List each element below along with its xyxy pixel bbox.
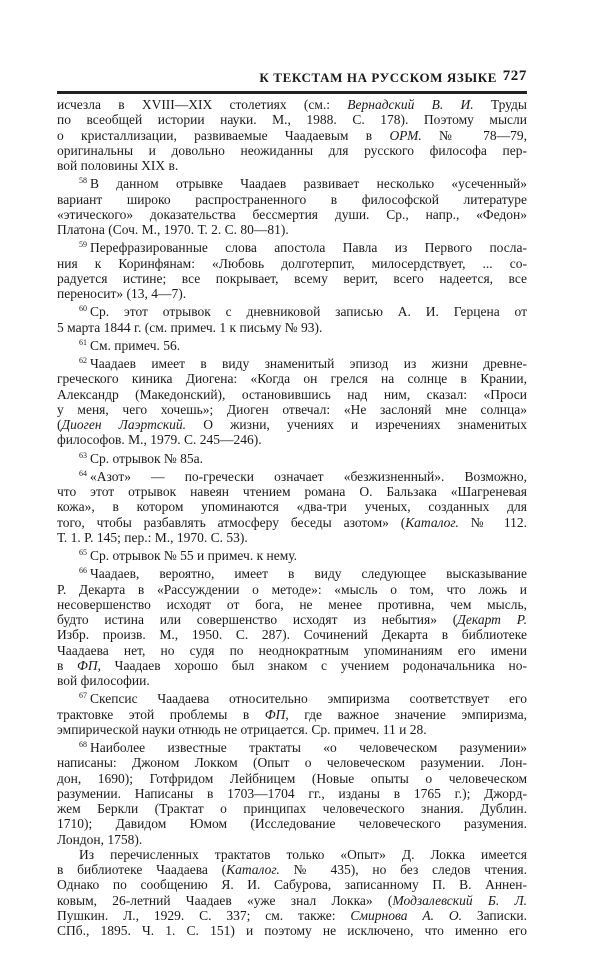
text-segment: Платона (Соч. М., 1970. Т. 2. С. 80—81). xyxy=(57,222,289,237)
text-line xyxy=(57,737,527,755)
text-segment: вой философии. xyxy=(57,673,150,688)
text-segment: Однако по сообщению Я. И. Сабурова, записанному П. В. Аннен- xyxy=(57,877,527,893)
text-line xyxy=(57,786,527,801)
footnote-63 xyxy=(57,448,527,466)
italic-reference: Каталог. xyxy=(226,862,280,877)
text-segment: что этот отрывок навеян чтением романа О. Бальзака «Шагреневая xyxy=(57,484,527,499)
italic-reference: ОРМ. xyxy=(389,127,422,143)
text-line xyxy=(57,545,527,563)
text-line xyxy=(57,771,527,786)
footnote-60 xyxy=(57,301,527,335)
text-line xyxy=(57,173,527,191)
text-line xyxy=(57,112,527,127)
text-line xyxy=(57,816,527,831)
footnote-number: 66 xyxy=(79,566,87,576)
text-segment: у меня, чего хочешь»; Диоген отвечал: «Не заслоняй мне солнца» xyxy=(57,401,527,417)
text-segment: Из перечисленных трактатов только «Опыт» Д. Локка имеется xyxy=(79,846,527,862)
text-segment: о кристаллизации, развиваемые Чаадаевым в xyxy=(57,127,390,143)
text-segment: Наиболее известные трактаты «о человеческом разумении» xyxy=(90,740,527,755)
text-segment: Чаадаев, вероятно, имеет в виду следующее высказывание xyxy=(90,566,527,582)
text-line xyxy=(57,237,527,255)
text-line xyxy=(57,707,527,722)
text-segment: того, чтобы разбавлять атмосферу беседы азотом» ( xyxy=(57,514,406,530)
header-rule xyxy=(57,91,527,94)
text-line xyxy=(57,877,527,892)
text-line xyxy=(57,673,527,688)
text-segment: Т. 1. P. 145; пер.: М., 1970. С. 53). xyxy=(57,529,248,545)
text-segment: эмпирической науки отнюдь не отрицается. Ср. примеч. 11 и 28. xyxy=(57,721,427,737)
text-line xyxy=(57,192,527,207)
footnote-58 xyxy=(57,173,527,237)
text-segment: кожа», в котором упоминаются «два-три ученых, созданных для xyxy=(57,499,527,515)
text-segment: Избр. произв. М., 1950. С. 287). Сочинений Декарта в библиотеке xyxy=(57,627,527,643)
italic-reference: ФП xyxy=(77,657,98,673)
text-segment: Лондон, 1758). xyxy=(57,831,143,847)
footnote-61 xyxy=(57,335,527,353)
text-segment: вой половины XIX в. xyxy=(57,158,179,173)
text-segment: Ср. отрывок № 55 и примеч. к нему. xyxy=(90,548,298,563)
text-segment: Пушкин. Л., 1929. С. 337; см. также: xyxy=(57,907,351,923)
text-segment: Труды xyxy=(473,97,527,112)
text-segment: ковым, 26-летний Чаадаев «уже знал Локка» ( xyxy=(57,892,393,908)
text-segment: переносит» (13, 4—7). xyxy=(57,286,187,301)
text-line xyxy=(57,847,527,862)
text-segment: № 435), но без следов чтения. xyxy=(279,862,528,877)
text-segment: вариант широко распространенного в философской литературе xyxy=(57,191,527,207)
text-segment: трактовке этой проблемы в xyxy=(57,706,265,722)
text-line xyxy=(57,484,527,499)
text-line xyxy=(57,128,527,143)
text-segment: «Азот» — по-гречески означает «безжизненный». Возможно, xyxy=(90,468,527,484)
text-line xyxy=(57,335,527,353)
text-line xyxy=(57,862,527,877)
text-line xyxy=(57,832,527,847)
italic-reference: Модзалевский Б. Л. xyxy=(392,892,527,908)
text-segment: В данном отрывке Чаадаев развивает несколько «усеченный» xyxy=(90,176,527,192)
text-line xyxy=(57,271,527,286)
text-line xyxy=(57,402,527,417)
footnote-number: 58 xyxy=(79,176,87,186)
footnote-number: 64 xyxy=(79,468,87,478)
text-line xyxy=(57,582,527,597)
text-segment: Чаадаев имеет в виду знаменитый эпизод из жизни древне- xyxy=(90,356,527,371)
text-segment: Перефразированные слова апостола Павла из Первого посла- xyxy=(90,240,527,256)
italic-reference: Каталог. xyxy=(405,514,459,530)
text-line xyxy=(57,417,527,432)
italic-reference: ФП xyxy=(264,706,286,722)
text-line xyxy=(57,301,527,319)
text-line xyxy=(57,143,527,158)
text-line xyxy=(57,893,527,908)
text-segment: 1710); Давидом Юмом (Исследование человеческого разумения. xyxy=(57,816,527,832)
text-line xyxy=(57,432,527,447)
text-line xyxy=(57,97,527,112)
text-segment: исчезла в XVIII—XIX столетиях (см.: xyxy=(57,97,348,112)
text-line xyxy=(57,353,527,371)
text-segment: оригинальны и довольно неожиданны для русского философа пер- xyxy=(57,142,527,158)
italic-reference: Смирнова А. О. xyxy=(350,907,462,923)
paragraph xyxy=(57,847,527,939)
footnote-62 xyxy=(57,353,527,448)
text-line xyxy=(57,688,527,706)
text-segment: в xyxy=(57,657,78,673)
text-segment: будто истина или совершенство исходят из небытия» ( xyxy=(57,612,458,627)
text-line xyxy=(57,286,527,301)
text-line xyxy=(57,320,527,335)
text-segment: разумении. Написаны в 1703—1704 гг., изданы в 1765 г.); Джорд- xyxy=(57,785,527,801)
text-line xyxy=(57,448,527,466)
text-line xyxy=(57,755,527,770)
text-segment: Ср. отрывок № 85а. xyxy=(90,450,204,466)
italic-reference: Декарт Р. xyxy=(457,612,527,627)
footnote-number: 68 xyxy=(79,740,87,749)
text-line xyxy=(57,563,527,581)
italic-reference: Диоген Лаэртский. xyxy=(61,417,187,432)
text-segment: в библиотеке Чаадаева ( xyxy=(57,862,227,877)
footnote-number: 60 xyxy=(79,304,87,314)
notes-body xyxy=(57,97,527,938)
text-segment: СПб., 1895. Ч. 1. С. 151) и поэтому не исключено, что именно его xyxy=(57,923,527,938)
footnote-68 xyxy=(57,737,527,847)
text-segment: № 112. xyxy=(458,514,527,530)
running-header xyxy=(57,68,527,88)
paragraph xyxy=(57,97,527,173)
text-line xyxy=(57,515,527,530)
text-line xyxy=(57,923,527,938)
text-segment: , Чаадаев хорошо был знаком с учением родоначальника но- xyxy=(97,657,527,673)
italic-reference: Вернадский В. И. xyxy=(347,97,474,112)
text-segment: дон, 1690); Готфридом Лейбницем (Новые опыты о человеческом xyxy=(57,770,527,786)
text-segment: Александр (Македонский), остановившись над ним, сказал: «Проси xyxy=(57,386,527,402)
text-segment: греческого киника Диогена: «Когда он грелся на солнце в Крании, xyxy=(57,371,527,387)
text-segment: 5 марта 1844 г. (см. примеч. 1 к письму № 93). xyxy=(57,319,323,335)
text-segment: радуется истине; все покрывает, всему верит, всего надеется, все xyxy=(57,270,527,286)
text-segment: Р. Декарта в «Рассуждении о методе»: «мысль о том, что ложь и xyxy=(57,581,527,597)
text-segment: ния к Коринфянам: «Любовь долготерпит, милосердствует, ... со- xyxy=(57,255,527,271)
footnote-67 xyxy=(57,688,527,737)
footnote-number: 65 xyxy=(79,548,87,557)
text-segment: «этического» доказательства бессмертия души. Ср., напр., «Федон» xyxy=(57,206,527,222)
text-line xyxy=(57,466,527,484)
text-segment: философов. М., 1979. С. 245—246). xyxy=(57,432,262,448)
text-segment: ( xyxy=(57,417,62,432)
footnote-number: 62 xyxy=(79,356,87,365)
text-line xyxy=(57,801,527,816)
footnote-64 xyxy=(57,466,527,545)
text-line xyxy=(57,530,527,545)
text-line xyxy=(57,158,527,173)
text-line xyxy=(57,371,527,386)
text-line xyxy=(57,643,527,658)
page-number: 727 xyxy=(502,68,527,84)
text-segment: , где важное значение эмпиризма, xyxy=(285,706,527,722)
text-segment: См. примеч. 56. xyxy=(90,337,181,353)
footnote-number: 63 xyxy=(79,450,87,460)
running-header-title: К ТЕКСТАМ НА РУССКОМ ЯЗЫКЕ xyxy=(259,70,497,85)
text-line xyxy=(57,612,527,627)
text-line xyxy=(57,256,527,271)
text-segment: по всеобщей истории науки. М., 1988. С. 178). Поэтому мысли xyxy=(57,112,527,128)
text-segment: Ср. этот отрывок с дневниковой записью А. И. Герцена от xyxy=(90,304,527,320)
text-line xyxy=(57,387,527,402)
footnote-number: 61 xyxy=(79,337,87,347)
text-line xyxy=(57,597,527,612)
text-segment: Чаадаева нет, но судя по неоднократным упоминаниям его имени xyxy=(57,642,527,658)
text-line xyxy=(57,222,527,237)
text-segment: О жизни, учениях и изречениях знаменитых xyxy=(186,417,527,432)
text-segment: № 78—79, xyxy=(421,127,527,143)
text-segment: несовершенство исходят от бога, не менее противна, чем мысль, xyxy=(57,596,527,612)
text-segment: жем Беркли (Трактат о принципах человеческого знания. Дублин. xyxy=(57,801,527,816)
footnote-number: 67 xyxy=(79,691,87,701)
footnote-65 xyxy=(57,545,527,563)
text-line xyxy=(57,627,527,642)
text-line xyxy=(57,499,527,514)
text-segment: написаны: Джоном Локком (Опыт о человеческом разумении. Лон- xyxy=(57,755,527,771)
text-line xyxy=(57,908,527,923)
footnote-59 xyxy=(57,237,527,301)
text-line xyxy=(57,207,527,222)
text-segment: Скепсис Чаадаева относительно эмпиризма соответствует его xyxy=(90,691,527,707)
text-line xyxy=(57,658,527,673)
text-line xyxy=(57,722,527,737)
footnote-66 xyxy=(57,563,527,688)
text-segment: Записки. xyxy=(461,907,527,923)
footnote-number: 59 xyxy=(79,240,87,250)
